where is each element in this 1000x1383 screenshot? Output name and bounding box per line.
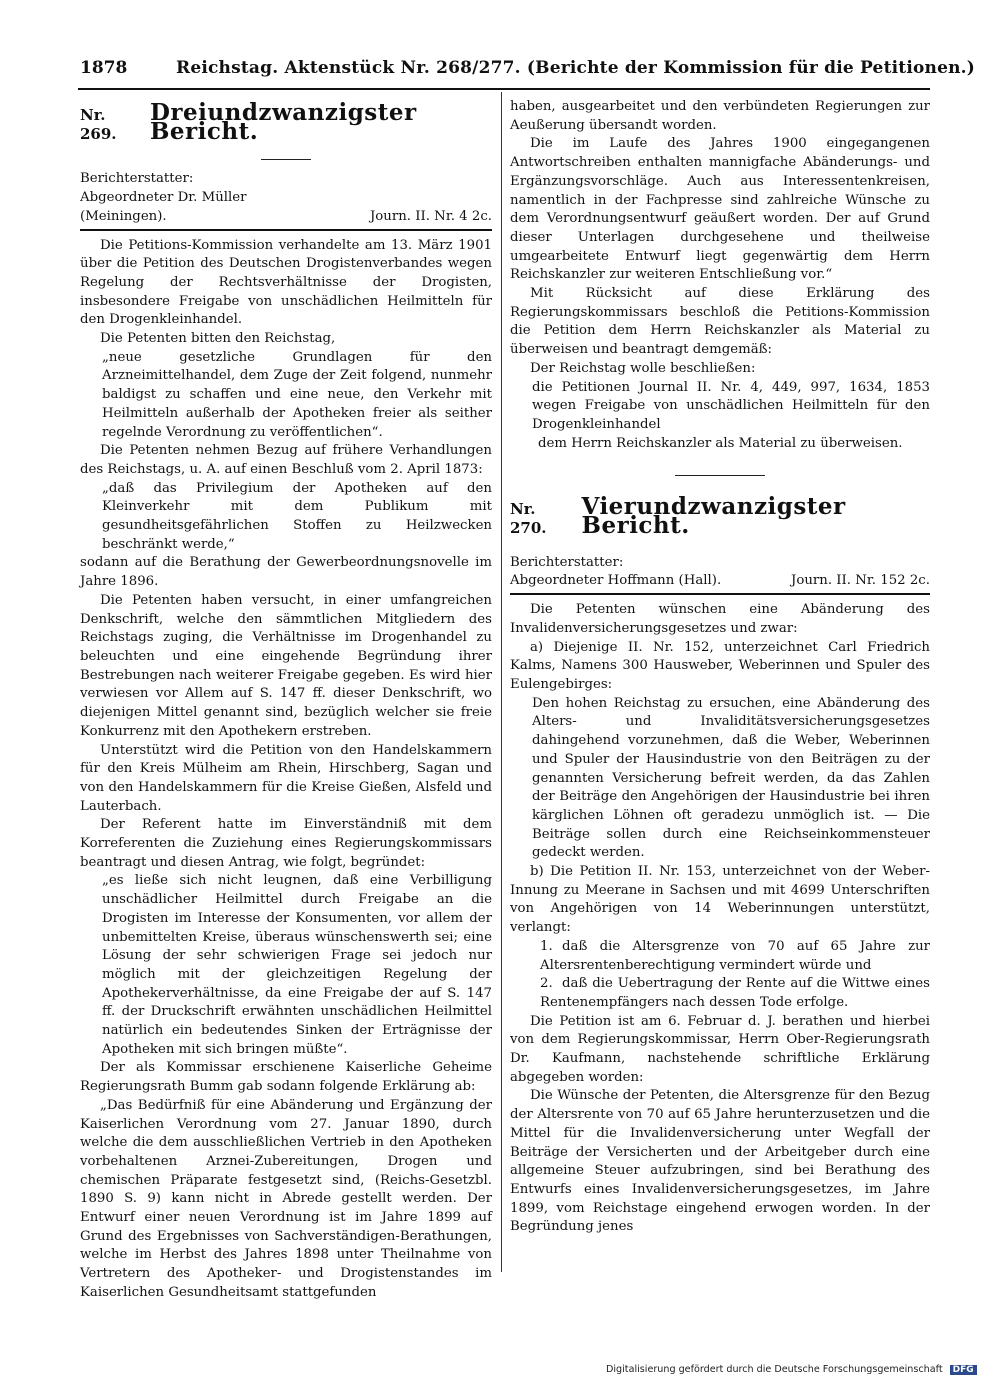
item-text: daß die Uebertragung der Rente auf die Wittwe eines Rentenempfängers nach dessen Tode erfolge. [540,976,930,1010]
credit-text: Digitalisierung gefördert durch die Deutsche Forschungsgemeinschaft [606,1364,943,1375]
section-heading-270 [510,493,930,540]
item-number: 1. [540,938,553,954]
quote: Den hohen Reichstag zu ersuchen, eine Abänderung des Alters- und Invaliditätsversicherungsgesetzes dahingehend vorzunehmen, daß die Weber, Weberinnen und Spuler der Hausindustrie von den Beiträgen zu der genannten Versicherung befreit werden, da das Zahlen der Beiträge den Angehörigen der Hausindustrie bei ihren kärglichen Löhnen oft geradezu unmöglich ist. — Die Beiträge sollen durch eine Reichseinkommensteuer gedeckt werden. [532,695,930,861]
resolution-text: die Petitionen Journal II. Nr. 4, 449, 997, 1634, 1853 wegen Freigabe von unschädlichen Heilmitteln für den Drogenkleinhandel [532,379,930,432]
quote: „daß das Privilegium der Apotheken auf den Kleinverkehr mit dem Publikum mit gesundheitsgefährlichen Stoffen zu Heilzwecken beschränkt werde,“ [102,480,492,552]
paragraph: Die Petenten haben versucht, in einer umfangreichen Denkschrift, welche den sämmtlichen Mitgliedern des Reichstags zuging, die Verhältnisse im Drogenhandel zu beleuchten und eine eingehende Begründung ihrer Bestrebungen nach weiterer Freigabe gegeben. Es wird hier verwiesen vor Allem auf S. 147 ff. dieser Denkschrift, wo diejenigen Mittel genannt sind, bezüglich welcher sie freie Konkurrenz mit den Apothekern erstreben. [80,592,492,739]
paragraph: Der als Kommissar erschienene Kaiserliche Geheime Regierungsrath Bumm gab sodann folgende Erklärung ab: [80,1060,492,1095]
reporter-journal: Journ. II. Nr. 4 2c. [369,208,492,224]
quote: „es ließe sich nicht leugnen, daß eine Verbilligung unschädlicher Heilmittel durch Freigabe an die Drogisten im Interesse der Konsumenten, vor allem der unbemittelten Kreise, überaus wünschenswerth sei; eine Lösung der sehr schwierigen Frage sei jedoch nur möglich mit der gleichzeitigen Regelung der Apothekerverhältnisse, da eine Freigabe der auf S. 147 ff. der Druckschrift erwähnten unschädlichen Heilmittel natürlich ein bedeutendes Sinken der Erträgnisse der Apotheken mit sich bringen müßte“. [102,873,492,1057]
paragraph: Die Wünsche der Petenten, die Altersgrenze für den Bezug der Altersrente von 70 auf 65 Jahre herunterzusetzen und die Mittel für die Invalidenversicherung unter Wegfall der Beiträge der Versicherten und der Arbeitgeber durch eine allgemeine Steuer aufzubringen, sind bei Berathung des Entwurfs eines Invalidenversicherungsgesetzes, im Jahre 1899, vom Reichstage eingehend erwogen worden. In der Begründung jenes [510,1088,930,1235]
section-rule [675,475,765,476]
quote: „neue gesetzliche Grundlagen für den Arzneimittelhandel, dem Zuge der Zeit folgend, nunmehr baldigst zu schaffen und eine neue, den Verkehr mit Heilmitteln außerhalb der Apotheken freier als seither regelnde Verordnung zu veröffentlichen“. [102,349,492,440]
right-column [510,98,930,1237]
reporter-name: Abgeordneter Hoffmann (Hall). [510,573,722,589]
column-divider [501,92,502,1272]
page-header [80,58,976,86]
reporter-label: Berichterstatter: [510,554,624,570]
section-number: Nr. 269. [80,106,117,143]
list-item [540,938,930,975]
section-title: Vierundzwanzigster Bericht. [581,493,846,540]
paragraph: Die Petenten bitten den Reichstag, [100,331,336,347]
paragraph: Mit Rücksicht auf diese Erklärung des Regierungskommissars beschloß die Petitions-Kommission die Petition dem Herrn Reichskanzler als Material zu überweisen und beantragt demgemäß: [510,286,930,358]
section-heading-269 [80,99,492,145]
paragraph: Die Petitions-Kommission verhandelte am 13. März 1901 über die Petition des Deutschen Drogistenverbandes wegen Regelung der Rechtsverhältnisse der Drogisten, insbesondere Freigabe von unschädlichen Heilmitteln für den Drogenkleinhandel. [80,237,492,328]
paragraph: Die Petenten wünschen eine Abänderung des Invalidenversicherungsgesetzes und zwar: [510,602,930,636]
resolution-text: dem Herrn Reichskanzler als Material zu überweisen. [538,435,903,451]
section-number: Nr. 270. [510,500,547,538]
reporter-name: Abgeordneter Dr. Müller [80,190,247,206]
item-text: daß die Altersgrenze von 70 auf 65 Jahre zur Altersrentenberechtigung vermindert würde und [540,938,930,973]
paragraph: Der Referent hatte im Einverständniß mit dem Korreferenten die Zuziehung eines Regierungskommissars beantragt und diesen Antrag, wie folgt, begründet: [80,817,492,870]
reporter-line [80,208,492,231]
paragraph: a) Diejenige II. Nr. 152, unterzeichnet Carl Friedrich Kalms, Namens 300 Hausweber, Weberinnen und Spuler des Eulengebirges: [510,639,930,692]
header-rule [78,88,930,90]
paragraph: sodann auf die Berathung der Gewerbeordnungsnovelle im Jahre 1896. [80,555,492,590]
paragraph: Die im Laufe des Jahres 1900 eingegangenen Antwortschreiben enthalten mannigfache Abänderungs- und Ergänzungsvorschläge. Auch aus Interessentenkreisen, namentlich in der Fachpresse sind zahlreiche Wünsche zu dem Verordnungsentwurf geäußert worden. Der auf Grund dieser Unterlagen durchgesehene und theilweise umgearbeitete Entwurf liegt gegenwärtig dem Herrn Reichskanzler zur weiteren Entschließung vor.“ [510,136,930,283]
reporter-line [510,572,930,595]
quote: „Das Bedürfniß für eine Abänderung und Ergänzung der Kaiserlichen Verordnung vom 27. Januar 1890, durch welche die dem ausschließlichen Vertrieb in den Apotheken vorbehaltenen Arznei-Zubereitungen, Drogen und chemischen Präparate festgesetzt sind, (Reichs-Gesetzbl. 1890 S. 9) kann nicht in Abrede gestellt werden. Der Entwurf einer neuen Verordnung ist im Jahre 1899 auf Grund des Ergebnisses von Sachverständigen-Berathungen, welche im Herbst des Jahres 1898 unter Theilnahme von Vertretern des Apotheker- und Drogistenstandes im Kaiserlichen Gesundheitsamt stattgefunden [80,1097,492,1300]
running-title: Reichstag. Aktenstück Nr. 268/277. (Berichte der Kommission für die Petitionen.) [176,58,976,78]
list-item [540,975,930,1012]
section-title: Dreiundzwanzigster Bericht. [149,99,417,145]
reporter-label: Berichterstatter: [80,171,194,187]
page-number: 1878 [80,58,128,78]
reporter-place: (Meiningen). [80,208,167,224]
left-column [80,98,492,1303]
paragraph: haben, ausgearbeitet und den verbündeten Regierungen zur Aeußerung übersandt worden. [510,99,930,133]
paragraph: b) Die Petition II. Nr. 153, unterzeichnet von der Weber-Innung zu Meerane in Sachsen und mit 4699 Unterschriften von Angehörigen von 14 Weberinnungen unterstützt, verlangt: [510,864,930,936]
digitization-credit [606,1364,977,1375]
paragraph: Die Petition ist am 6. Februar d. J. berathen und hierbei von dem Regierungskommissar, Herrn Ober-Regierungsrath Dr. Kaufmann, nachstehende schriftliche Erklärung abgegeben worden: [510,1013,930,1085]
dfg-logo: DFG [950,1365,977,1375]
reporter-journal: Journ. II. Nr. 152 2c. [791,573,930,589]
paragraph: Die Petenten nehmen Bezug auf frühere Verhandlungen des Reichstags, u. A. auf einen Beschluß vom 2. April 1873: [80,443,492,477]
paragraph: Unterstützt wird die Petition von den Handelskammern für den Kreis Mülheim am Rhein, Hirschberg, Sagan und von den Handelskammern für die Kreise Gießen, Alsfeld und Lauterbach. [80,742,492,814]
resolution-intro: Der Reichstag wolle beschließen: [530,360,756,376]
item-number: 2. [540,976,553,992]
heading-rule [261,159,311,160]
